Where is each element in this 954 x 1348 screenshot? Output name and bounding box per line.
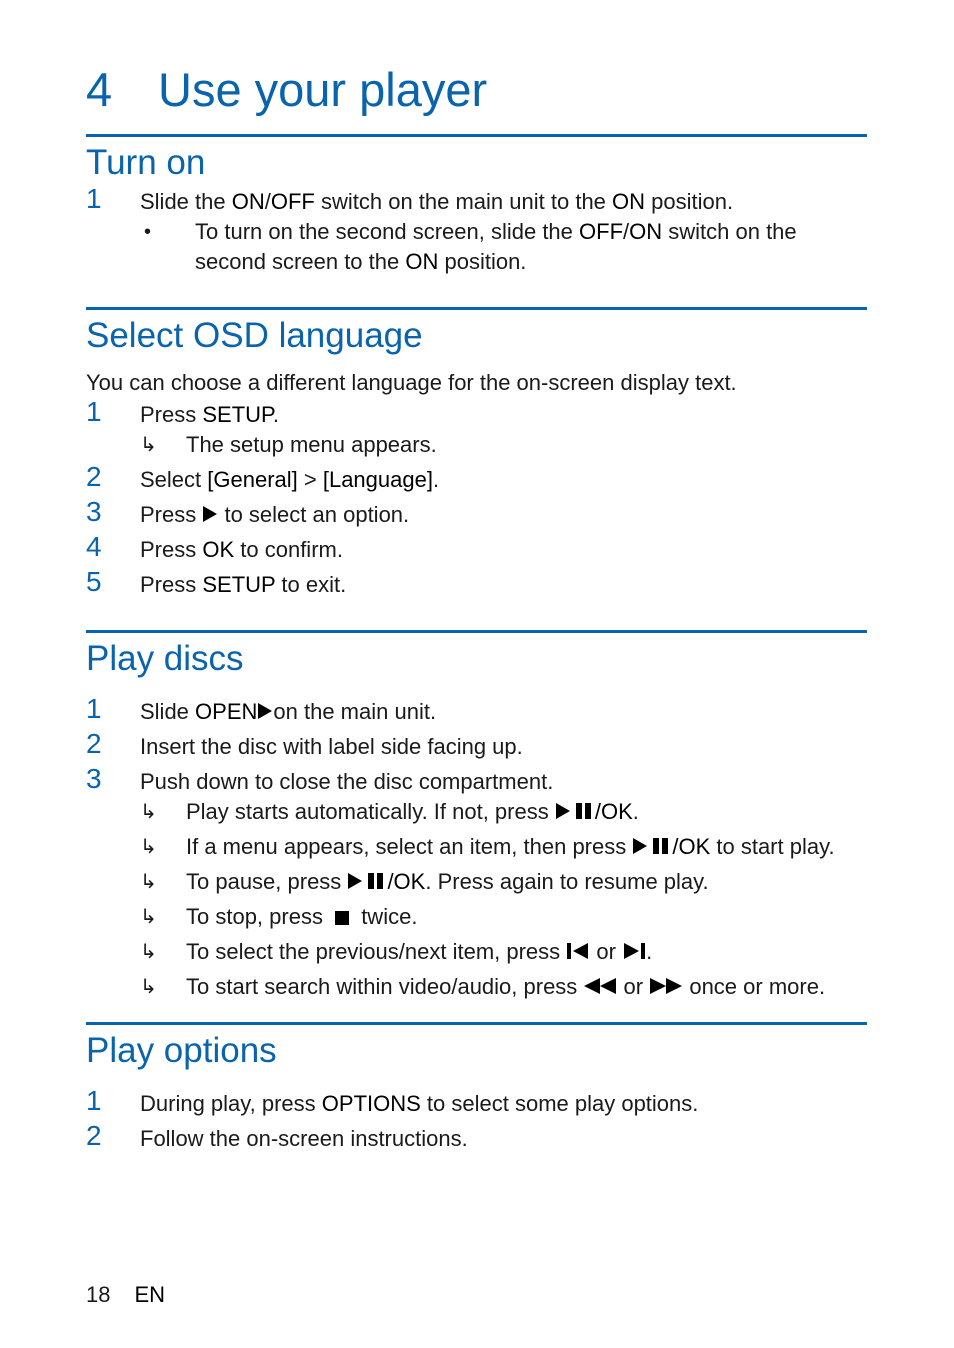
play-discs-steps [86, 693, 867, 1002]
next-icon [622, 942, 646, 960]
text: Play starts automatically. If not, press [186, 799, 555, 824]
key-on: ON [405, 249, 439, 274]
play-icon [257, 702, 273, 720]
step-item [86, 183, 867, 277]
step-item [86, 531, 867, 565]
text: Follow the on-screen instructions. [140, 1126, 468, 1151]
text: . Press again to resume play. [425, 869, 709, 894]
text: Push down to close the disc compartment. [140, 769, 554, 794]
text: The setup menu appears. [186, 432, 437, 457]
key-ok: /OK [594, 799, 633, 824]
section-play-discs [86, 630, 867, 1007]
result-arrow-icon: ↳ [140, 906, 157, 928]
section-intro: You can choose a different language for the on-screen display text. [86, 370, 737, 395]
key-off: OFF [579, 219, 624, 244]
key-open: OPEN [195, 699, 258, 724]
result-item [140, 867, 867, 897]
step-text [140, 189, 733, 214]
text: twice. [355, 904, 418, 929]
text: . [646, 939, 653, 964]
bullet-mark: • [144, 221, 152, 243]
text: on the main unit. [273, 699, 437, 724]
result-arrow-icon: ↳ [140, 434, 157, 456]
play-options-steps [86, 1085, 867, 1154]
result-list [140, 430, 867, 460]
key-on: ON [612, 189, 646, 214]
chapter-title-text: Use your player [158, 63, 488, 116]
text: To pause, press [186, 869, 348, 894]
key-ok: OK [202, 537, 235, 562]
text: position. [438, 249, 527, 274]
play-icon [202, 505, 218, 523]
result-item [140, 797, 867, 827]
text: Insert the disc with label side facing up. [140, 734, 523, 759]
rewind-icon [583, 977, 617, 995]
step-item [86, 728, 867, 762]
result-arrow-icon: ↳ [140, 976, 157, 998]
text: Slide [140, 699, 196, 724]
language-code: EN [134, 1282, 166, 1307]
page-footer [86, 1280, 165, 1310]
result-arrow-icon: ↳ [140, 836, 157, 858]
result-list [140, 797, 867, 1002]
text: To select the previous/next item, press [186, 939, 567, 964]
text: . [632, 799, 639, 824]
menu-language: [Language] [322, 467, 433, 492]
text: to confirm. [234, 537, 343, 562]
step-number: 1 [86, 396, 102, 427]
text: or [590, 939, 623, 964]
key-ok: /OK [387, 869, 426, 894]
step-number: 2 [86, 728, 102, 759]
text: During play, press [140, 1091, 322, 1116]
text: To stop, press [186, 904, 330, 929]
text: Press [140, 502, 203, 527]
result-item [140, 972, 867, 1002]
result-arrow-icon: ↳ [140, 941, 157, 963]
section-turn-on [86, 134, 867, 282]
step-number: 4 [86, 531, 102, 562]
text: to start play. [710, 834, 835, 859]
section-select-osd-language [86, 307, 867, 605]
text: Press [140, 572, 203, 597]
menu-general: [General] [207, 467, 298, 492]
section-title-play-options: Play options [86, 1031, 277, 1070]
step-item [86, 396, 867, 460]
step-number: 1 [86, 693, 102, 724]
text: to select an option. [218, 502, 410, 527]
step-item [86, 461, 867, 495]
step-item [86, 496, 867, 530]
text: > [297, 467, 323, 492]
text: switch on the second screen to the [195, 219, 797, 274]
text: Press [140, 537, 203, 562]
step-item [86, 1085, 867, 1119]
result-item [140, 430, 867, 460]
bullet-list [140, 217, 867, 277]
text: Press [140, 402, 203, 427]
text: . [272, 402, 279, 427]
text: Select [140, 467, 208, 492]
step-number: 2 [86, 1120, 102, 1151]
text: / [623, 219, 630, 244]
step-item [86, 763, 867, 1002]
text: position. [645, 189, 734, 214]
manual-page [86, 0, 867, 1348]
play-pause-icon [555, 802, 595, 820]
step-number: 5 [86, 566, 102, 597]
text: To start search within video/audio, press [186, 974, 584, 999]
text: . [432, 467, 440, 492]
step-item [86, 693, 867, 727]
key-ok: /OK [672, 834, 711, 859]
result-item [140, 937, 867, 967]
play-pause-icon [347, 872, 387, 890]
step-item [86, 1120, 867, 1154]
text: or [617, 974, 650, 999]
key-on: ON [231, 189, 265, 214]
step-number: 3 [86, 763, 102, 794]
osd-steps [86, 396, 867, 600]
step-number: 3 [86, 496, 102, 527]
text: switch on the main unit to the [314, 189, 613, 214]
chapter-number: 4 [86, 63, 113, 116]
key-options: OPTIONS [321, 1091, 421, 1116]
result-arrow-icon: ↳ [140, 871, 157, 893]
section-play-options [86, 1022, 867, 1159]
result-item [140, 902, 867, 932]
bullet-item [140, 217, 867, 277]
result-item [140, 832, 867, 862]
fast-forward-icon [649, 977, 683, 995]
key-on: ON [629, 219, 663, 244]
text: If a menu appears, select an item, then press [186, 834, 633, 859]
step-number: 1 [86, 1085, 102, 1116]
stop-icon [335, 911, 349, 925]
text: once or more. [683, 974, 826, 999]
previous-icon [566, 942, 590, 960]
turn-on-steps [86, 183, 867, 277]
text: to select some play options. [420, 1091, 699, 1116]
step-number: 2 [86, 461, 102, 492]
step-number: 1 [86, 183, 102, 214]
result-arrow-icon: ↳ [140, 801, 157, 823]
section-title-turn-on: Turn on [86, 143, 206, 182]
text: to exit. [275, 572, 347, 597]
page-number: 18 [86, 1282, 111, 1307]
play-pause-icon [632, 837, 672, 855]
step-item [86, 566, 867, 600]
section-title-osd: Select OSD language [86, 316, 423, 355]
text: Slide the [140, 189, 232, 214]
chapter-title [86, 62, 487, 118]
text: To turn on the second screen, slide the [195, 219, 580, 244]
section-title-play-discs: Play discs [86, 639, 244, 678]
key-setup: SETUP [202, 402, 273, 427]
key-setup: SETUP [202, 572, 276, 597]
text: / [264, 189, 271, 214]
key-off: OFF [270, 189, 315, 214]
